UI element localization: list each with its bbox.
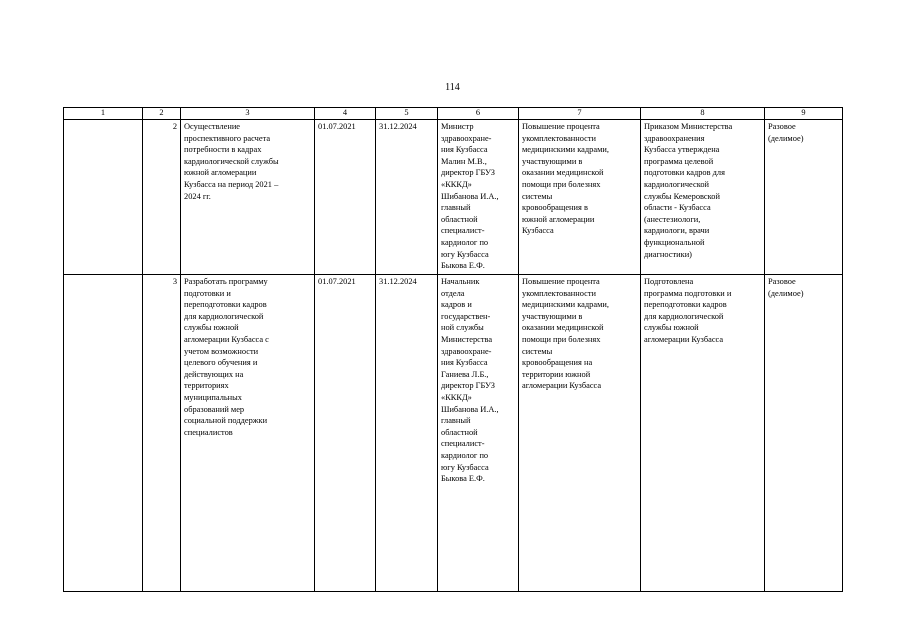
item-number: 2 (143, 120, 181, 275)
start-date: 01.07.2021 (315, 275, 376, 592)
end-date: 31.12.2024 (376, 120, 438, 275)
end-date: 31.12.2024 (376, 275, 438, 592)
column-header: 5 (376, 108, 438, 120)
table-row (64, 275, 843, 592)
column-header: 8 (641, 108, 765, 120)
periodicity: Разовое (делимое) (765, 120, 843, 275)
column-number-row (64, 108, 843, 120)
table-row (64, 120, 843, 275)
column-header: 2 (143, 108, 181, 120)
column-header: 7 (519, 108, 641, 120)
measure-name: Осуществление проспективного расчета потребности в кадрах кардиологической службы южной агломерации Кузбасса на период 2021 – 2024 гг. (181, 120, 315, 275)
column-header: 1 (64, 108, 143, 120)
responsible: Начальник отдела кадров и государствен- ной службы Министерства здравоохране- ния Кузбасса Ганиева Л.Б., директор ГБУЗ «КККД» Шибанова И.А., главный областной специалист- кардиолог по югу Кузбасса Быкова Е.Ф. (438, 275, 519, 592)
column-header: 6 (438, 108, 519, 120)
expected-result: Повышение процента укомплектованности медицинскими кадрами, участвующими в оказании медицинской помощи при болезнях системы кровообращения на территории южной агломерации Кузбасса (519, 275, 641, 592)
page-number: 114 (445, 82, 460, 93)
item-number: 3 (143, 275, 181, 592)
column-header: 3 (181, 108, 315, 120)
column-header: 9 (765, 108, 843, 120)
start-date: 01.07.2021 (315, 120, 376, 275)
section-cell (64, 120, 143, 275)
control-indicator: Подготовлена программа подготовки и переподготовки кадров для кардиологической службы южной агломерации Кузбасса (641, 275, 765, 592)
periodicity: Разовое (делимое) (765, 275, 843, 592)
measures-table (63, 107, 843, 592)
section-cell (64, 275, 143, 592)
measure-name: Разработать программу подготовки и переподготовки кадров для кардиологической службы южной агломерации Кузбасса с учетом возможности целевого обучения и действующих на территориях муниципальных образований мер социальной поддержки специалистов (181, 275, 315, 592)
expected-result: Повышение процента укомплектованности медицинскими кадрами, участвующими в оказании медицинской помощи при болезнях системы кровообращения в южной агломерации Кузбасса (519, 120, 641, 275)
column-header: 4 (315, 108, 376, 120)
responsible: Министр здравоохране- ния Кузбасса Малин М.В., директор ГБУЗ «КККД» Шибанова И.А., главный областной специалист- кардиолог по югу Кузбасса Быкова Е.Ф. (438, 120, 519, 275)
control-indicator: Приказом Министерства здравоохранения Кузбасса утверждена программа целевой подготовки кадров для кардиологической службы Кемеровской области - Кузбасса (анестезиологи, кардиологи, врачи функциональной диагностики) (641, 120, 765, 275)
